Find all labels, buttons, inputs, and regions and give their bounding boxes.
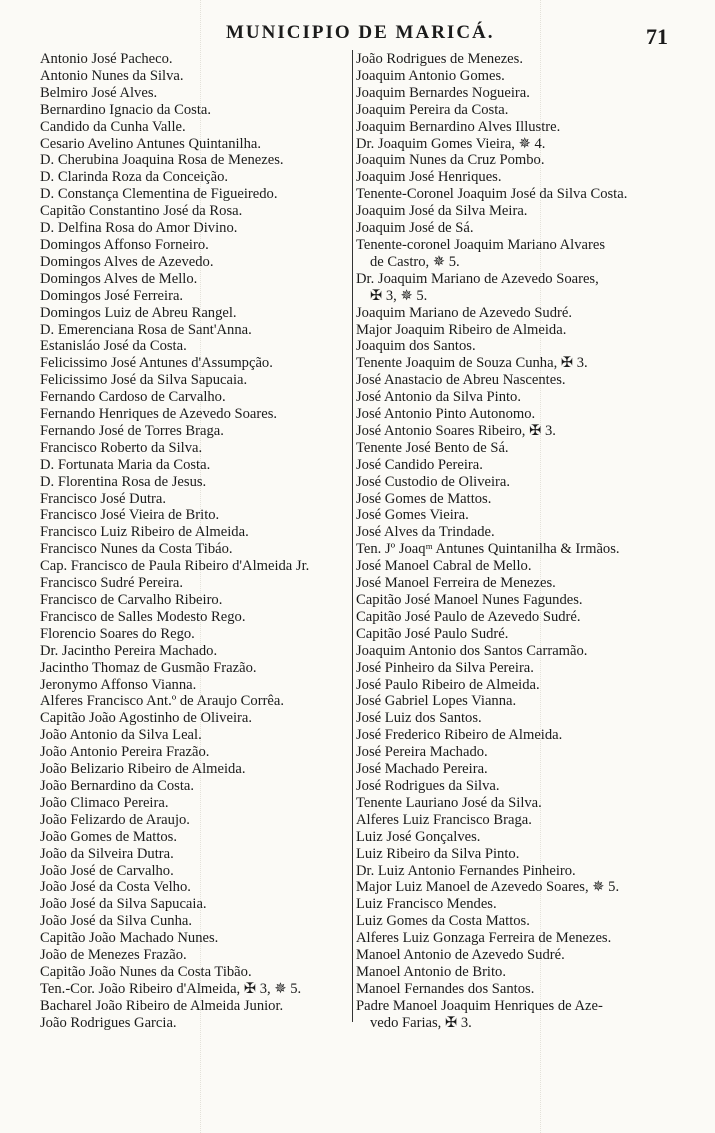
name-entry: José Antonio Soares Ribeiro, ✠ 3. (356, 422, 556, 439)
name-entry: Felicissimo José Antunes d'Assumpção. (40, 355, 273, 372)
name-entry: José Frederico Ribeiro de Almeida. (356, 727, 563, 744)
name-entry: Francisco Luiz Ribeiro de Almeida. (40, 524, 249, 541)
name-entry: Tenente José Bento de Sá. (356, 439, 509, 456)
name-entry: Luiz Gomes da Costa Mattos. (356, 913, 530, 930)
name-entry: Ten.-Cor. João Ribeiro d'Almeida, ✠ 3, ✵ 5. (40, 980, 302, 997)
name-entry: José Gabriel Lopes Vianna. (356, 693, 517, 710)
name-entry: João de Menezes Frazão. (40, 947, 187, 964)
name-entry: Tenente Joaquim de Souza Cunha, ✠ 3. (356, 355, 588, 372)
name-entry: Dr. Joaquim Mariano de Azevedo Soares, (356, 270, 599, 287)
name-entry: José Pereira Machado. (356, 744, 488, 761)
name-entry: D. Delfina Rosa do Amor Divino. (40, 220, 238, 237)
name-entry: João da Silveira Dutra. (40, 845, 174, 862)
name-entry: Joaquim Nunes da Cruz Pombo. (356, 152, 545, 169)
name-entry: Francisco de Carvalho Ribeiro. (40, 592, 223, 608)
name-entry: Alferes Luiz Gonzaga Ferreira de Menezes. (356, 930, 612, 947)
name-entry: Joaquim dos Santos. (356, 338, 476, 355)
name-entry: João José da Silva Cunha. (40, 913, 193, 930)
name-entry: Luiz José Gonçalves. (356, 828, 481, 845)
name-entry: João Rodrigues de Menezes. (356, 51, 523, 67)
name-entry: Tenente Lauriano José da Silva. (356, 794, 542, 811)
name-entry: João Antonio da Silva Leal. (40, 727, 202, 744)
name-entry: João José da Costa Velho. (40, 879, 191, 896)
name-entry: Estanisláo José da Costa. (40, 338, 187, 355)
name-entry: Antonio Nunes da Silva. (40, 67, 184, 84)
name-entry: Felicissimo José da Silva Sapucaia. (40, 372, 248, 389)
name-entry: José Luiz dos Santos. (356, 710, 482, 727)
name-entry: Domingos José Ferreira. (40, 287, 184, 304)
name-entry: João José da Silva Sapucaia. (40, 896, 207, 913)
name-entry: Jacintho Thomaz de Gusmão Frazão. (40, 659, 257, 676)
name-entry: José Antonio da Silva Pinto. (356, 389, 521, 406)
name-entry: José Gomes Vieira. (356, 507, 469, 524)
left-column (40, 51, 350, 1032)
name-entry: Domingos Affonso Forneiro. (40, 236, 209, 253)
name-entry: Joaquim José de Sá. (356, 220, 474, 237)
name-entry: Cesario Avelino Antunes Quintanilha. (40, 135, 262, 152)
right-column (356, 51, 674, 1032)
name-entry: Capitão José Manoel Nunes Fagundes. (356, 592, 583, 608)
name-entry: Fernando Henriques de Azevedo Soares. (40, 406, 278, 423)
name-entry: Ten. Jº Joaqᵐ Antunes Quintanilha & Irmãos. (356, 541, 620, 558)
name-entry: Luiz Francisco Mendes. (356, 896, 497, 913)
name-entry: João Antonio Pereira Frazão. (40, 744, 210, 761)
name-entry: José Gomes de Mattos. (356, 490, 492, 507)
name-entry: Belmiro José Alves. (40, 84, 158, 101)
column-divider (352, 50, 353, 1022)
name-entry: Bernardino Ignacio da Costa. (40, 101, 212, 118)
name-entry: José Manoel Ferreira de Menezes. (356, 575, 556, 592)
name-entry: Luiz Ribeiro da Silva Pinto. (356, 845, 520, 862)
name-entry: Domingos Luiz de Abreu Rangel. (40, 304, 237, 321)
name-entry: Joaquim Bernardino Alves Illustre. (356, 118, 561, 135)
name-entry: D. Cherubina Joaquina Rosa de Menezes. (40, 152, 284, 169)
name-entry: Joaquim Antonio Gomes. (356, 67, 505, 84)
name-entry: Francisco de Salles Modesto Rego. (40, 608, 246, 625)
name-entry: Capitão João Nunes da Costa Tibão. (40, 963, 252, 980)
name-entry: Dr. Jacintho Pereira Machado. (40, 642, 218, 659)
name-entry: João Bernardino da Costa. (40, 777, 195, 794)
name-entry: José Manoel Cabral de Mello. (356, 558, 532, 575)
name-entry: José Rodrigues da Silva. (356, 777, 500, 794)
page-header (0, 22, 715, 48)
name-entry: Manoel Antonio de Brito. (356, 963, 506, 980)
name-entry: Dr. Joaquim Gomes Vieira, ✵ 4. (356, 135, 546, 152)
name-entry: José Custodio de Oliveira. (356, 473, 511, 490)
name-entry: Joaquim Antonio dos Santos Carramão. (356, 642, 588, 659)
name-entry: João Climaco Pereira. (40, 794, 169, 811)
name-entry: Florencio Soares do Rego. (40, 625, 195, 642)
name-entry: José Anastacio de Abreu Nascentes. (356, 372, 566, 389)
name-entry: José Alves da Trindade. (356, 524, 495, 541)
name-entry: Jeronymo Affonso Vianna. (40, 676, 197, 693)
name-entry: Joaquim Mariano de Azevedo Sudré. (356, 304, 573, 321)
name-entry: D. Florentina Rosa de Jesus. (40, 473, 207, 490)
name-entry: Joaquim José da Silva Meira. (356, 203, 528, 220)
name-entry: Dr. Luiz Antonio Fernandes Pinheiro. (356, 862, 576, 879)
name-entry: João Felizardo de Araujo. (40, 811, 190, 828)
name-entry: João Belizario Ribeiro de Almeida. (40, 761, 246, 778)
name-entry: Manoel Antonio de Azevedo Sudré. (356, 947, 565, 964)
name-entry: Joaquim José Henriques. (356, 169, 502, 186)
name-entry: Francisco Sudré Pereira. (40, 575, 184, 592)
name-entry: José Machado Pereira. (356, 761, 488, 778)
name-entry: Francisco Nunes da Costa Tibáo. (40, 541, 233, 558)
name-entry: Tenente-Coronel Joaquim José da Silva Costa. (356, 186, 628, 203)
name-entry: Francisco José Dutra. (40, 490, 167, 507)
name-entry: Capitão José Paulo Sudré. (356, 625, 509, 642)
name-entry: Alferes Francisco Ant.º de Araujo Corrêa. (40, 693, 285, 710)
name-entry: José Pinheiro da Silva Pereira. (356, 659, 534, 676)
name-entry: D. Clarinda Roza da Conceição. (40, 169, 229, 186)
name-entry: Major Luiz Manoel de Azevedo Soares, ✵ 5. (356, 879, 620, 896)
name-entry: de Castro, ✵ 5. (370, 253, 460, 270)
name-entry: Capitão João Machado Nunes. (40, 930, 219, 947)
name-entry: D. Constança Clementina de Figueiredo. (40, 186, 278, 203)
name-entry: Joaquim Pereira da Costa. (356, 101, 509, 118)
name-entry: Antonio José Pacheco. (40, 51, 173, 67)
name-entry: D. Fortunata Maria da Costa. (40, 456, 211, 473)
name-entry: João Gomes de Mattos. (40, 828, 178, 845)
name-entry: Capitão Constantino José da Rosa. (40, 203, 243, 220)
name-entry: José Antonio Pinto Autonomo. (356, 406, 536, 423)
name-entry: João José de Carvalho. (40, 862, 174, 879)
name-entry: Capitão José Paulo de Azevedo Sudré. (356, 608, 581, 625)
name-entry: João Rodrigues Garcia. (40, 1014, 177, 1031)
name-entry: Fernando Cardoso de Carvalho. (40, 389, 226, 406)
name-entry: Capitão João Agostinho de Oliveira. (40, 710, 252, 727)
name-entry: Alferes Luiz Francisco Braga. (356, 811, 532, 828)
page-number: 71 (646, 24, 668, 49)
name-entry: vedo Farias, ✠ 3. (370, 1014, 472, 1031)
name-entry: Francisco José Vieira de Brito. (40, 507, 220, 524)
name-entry: José Paulo Ribeiro de Almeida. (356, 676, 540, 693)
name-entry: Fernando José de Torres Braga. (40, 422, 224, 439)
name-entry: D. Emerenciana Rosa de Sant'Anna. (40, 321, 252, 338)
name-entry: José Candido Pereira. (356, 456, 483, 473)
name-entry: Major Joaquim Ribeiro de Almeida. (356, 321, 567, 338)
name-entry: Padre Manoel Joaquim Henriques de Aze- (356, 997, 603, 1014)
name-entry: Bacharel João Ribeiro de Almeida Junior. (40, 997, 284, 1014)
name-entry: Domingos Alves de Azevedo. (40, 253, 214, 270)
name-entry: Joaquim Bernardes Nogueira. (356, 84, 530, 101)
name-entry: Cap. Francisco de Paula Ribeiro d'Almeida Jr. (40, 558, 310, 575)
name-entry: Candido da Cunha Valle. (40, 118, 186, 135)
name-entry: Tenente-coronel Joaquim Mariano Alvares (356, 236, 606, 253)
name-entry: Francisco Roberto da Silva. (40, 439, 203, 456)
name-entry: Domingos Alves de Mello. (40, 270, 198, 287)
name-entry: Manoel Fernandes dos Santos. (356, 980, 535, 997)
name-entry: ✠ 3, ✵ 5. (370, 287, 428, 304)
page-title: MUNICIPIO DE MARICÁ. (226, 22, 495, 43)
